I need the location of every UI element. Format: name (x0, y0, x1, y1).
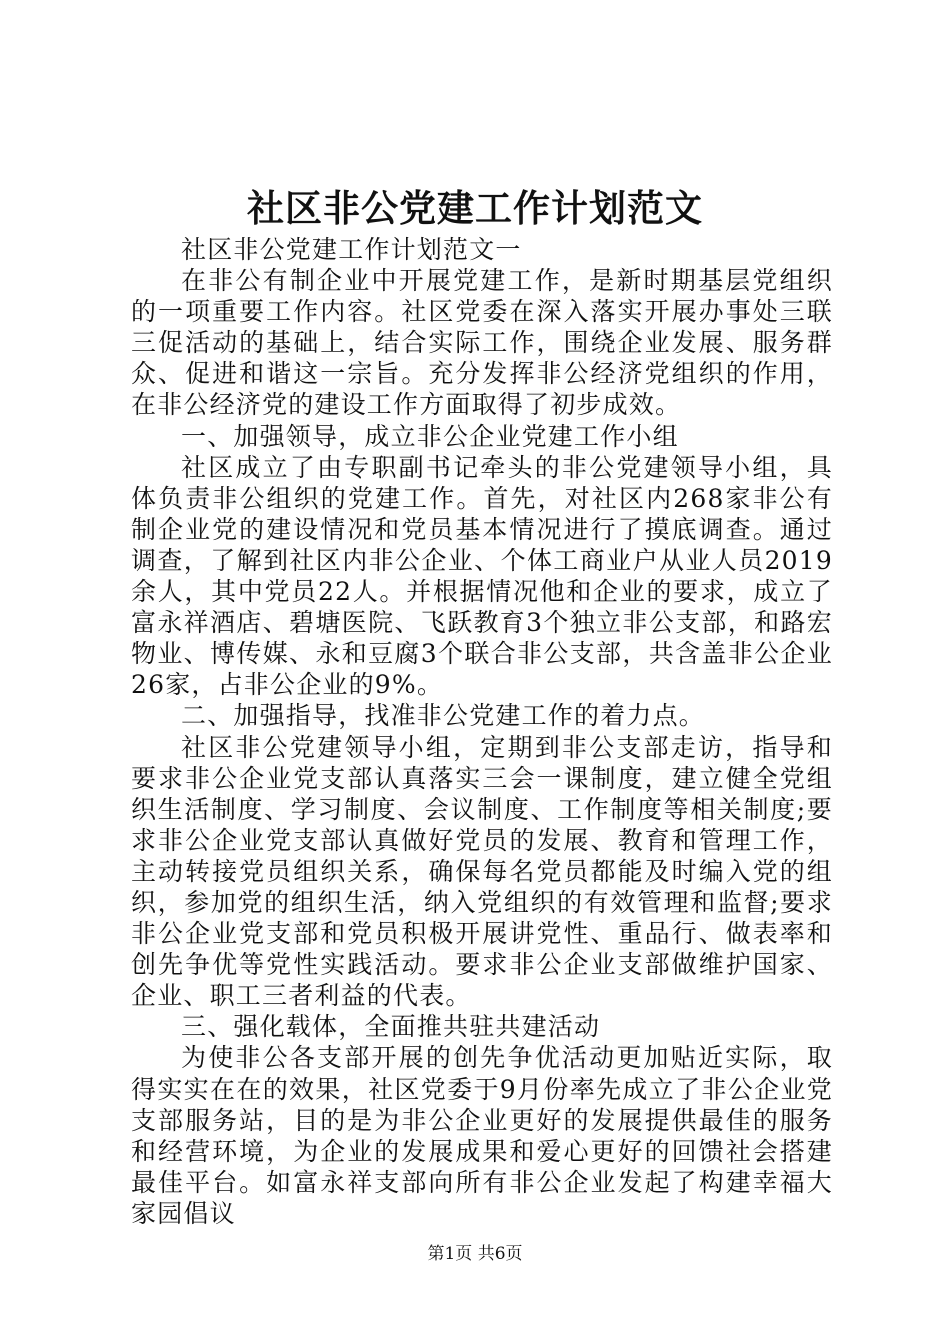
page-number-footer: 第1页 共6页 (427, 1244, 523, 1264)
paragraph-section-3: 为使非公各支部开展的创先争优活动更加贴近实际，取得实实在在的效果，社区党委于9月份率先成立了非公企业党支部服务站，目的是为非公企业更好的发展提供最佳的服务和经营环境，为企业的发展成果和爱心更好的回馈社会搭建最佳平台。如富永祥支部向所有非公企业发起了构建幸福大家园倡议 (131, 1043, 833, 1228)
document-body (131, 234, 833, 1229)
section-heading-1: 一、加强领导，成立非公企业党建工作小组 (181, 421, 679, 451)
document-title: 社区非公党建工作计划范文 (247, 186, 703, 230)
paragraph-intro: 在非公有制企业中开展党建工作，是新时期基层党组织的一项重要工作内容。社区党委在深入落实开展办事处三联三促活动的基础上，结合实际工作，围绕企业发展、服务群众、促进和谐这一宗旨。充分发挥非公经济党组织的作用，在非公经济党的建设工作方面取得了初步成效。 (131, 266, 833, 420)
paragraph-section-2: 社区非公党建领导小组，定期到非公支部走访，指导和要求非公企业党支部认真落实三会一课制度，建立健全党组织生活制度、学习制度、会议制度、工作制度等相关制度;要求非公企业党支部认真做好党员的发展、教育和管理工作，主动转接党员组织关系，确保每名党员都能及时编入党的组织，参加党的组织生活，纳入党组织的有效管理和监督;要求非公企业党支部和党员积极开展讲党性、重品行、做表率和创先争优等党性实践活动。要求非公企业支部做维护国家、企业、职工三者利益的代表。 (131, 732, 833, 1011)
document-subtitle: 社区非公党建工作计划范文一 (181, 235, 522, 264)
section-heading-2: 二、加强指导，找准非公党建工作的着力点。 (181, 701, 706, 731)
section-heading-3: 三、强化载体，全面推共驻共建活动 (181, 1012, 601, 1042)
paragraph-section-1: 社区成立了由专职副书记牵头的非公党建领导小组，具体负责非公组织的党建工作。首先，对社区内268家非公有制企业党的建设情况和党员基本情况进行了摸底调查。通过调查，了解到社区内非公企业、个体工商业户从业人员2019余人，其中党员22人。并根据情况他和企业的要求，成立了富永祥酒店、碧塘医院、飞跃教育3个独立非公支部，和路宏物业、博传媒、永和豆腐3个联合非公支部，共含盖非公企业26家，占非公企业的9%。 (131, 452, 833, 700)
